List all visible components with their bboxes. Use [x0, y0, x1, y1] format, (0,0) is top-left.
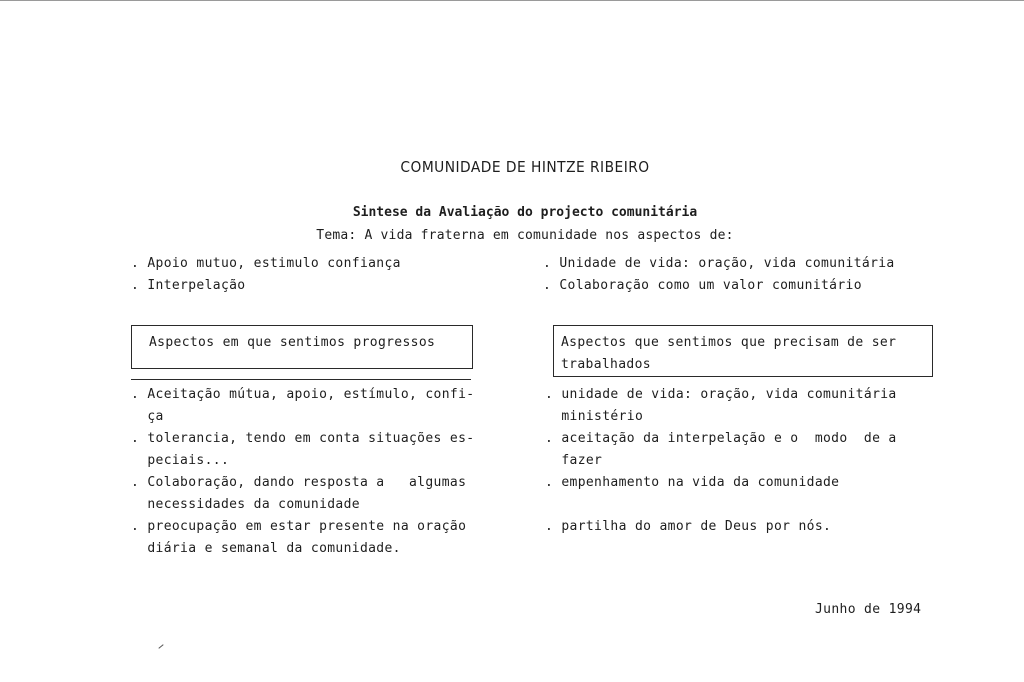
aspect-right-2: . Colaboração como um valor comunitário	[543, 278, 862, 293]
progress-item-line: diária e semanal da comunidade.	[131, 541, 401, 556]
work-header-label-line2: trabalhados	[561, 357, 651, 372]
page-top-edge	[0, 0, 1024, 1]
progress-item-line: . tolerancia, tendo em conta situações es-	[131, 431, 475, 446]
progress-item-line: . preocupação em estar presente na oração	[131, 519, 467, 534]
document-date: Junho de 1994	[815, 602, 922, 617]
progress-header-box	[131, 325, 473, 369]
work-item-line: . unidade de vida: oração, vida comunitária	[545, 387, 897, 402]
pen-mark	[158, 644, 163, 649]
document-subtitle: Sintese da Avaliação do projecto comunitária	[352, 205, 698, 220]
aspect-left-1: . Apoio mutuo, estimulo confiança	[131, 256, 401, 271]
progress-item-line: ça	[131, 409, 164, 424]
work-item-line: . partilha do amor de Deus por nós.	[545, 519, 832, 534]
aspect-left-2: . Interpelação	[131, 278, 246, 293]
progress-header-label: Aspectos em que sentimos progressos	[149, 335, 436, 350]
progress-item-line: . Colaboração, dando resposta a algumas	[131, 475, 467, 490]
work-header-box	[553, 325, 933, 377]
work-item-line: . aceitação da interpelação e o modo de a	[545, 431, 897, 446]
work-item-line: . empenhamento na vida da comunidade	[545, 475, 840, 490]
progress-underline	[131, 379, 471, 380]
work-item-line: fazer	[545, 453, 603, 468]
document-title: COMUNIDADE DE HINTZE RIBEIRO	[400, 158, 650, 176]
theme-line: Tema: A vida fraterna em comunidade nos aspectos de:	[316, 228, 734, 243]
progress-item-line: peciais...	[131, 453, 230, 468]
work-header-label-line1: Aspectos que sentimos que precisam de ser	[561, 335, 897, 350]
work-item-line: ministério	[545, 409, 644, 424]
aspect-right-1: . Unidade de vida: oração, vida comunitária	[543, 256, 895, 271]
progress-item-line: . Aceitação mútua, apoio, estímulo, confi-	[131, 387, 475, 402]
progress-item-line: necessidades da comunidade	[131, 497, 360, 512]
